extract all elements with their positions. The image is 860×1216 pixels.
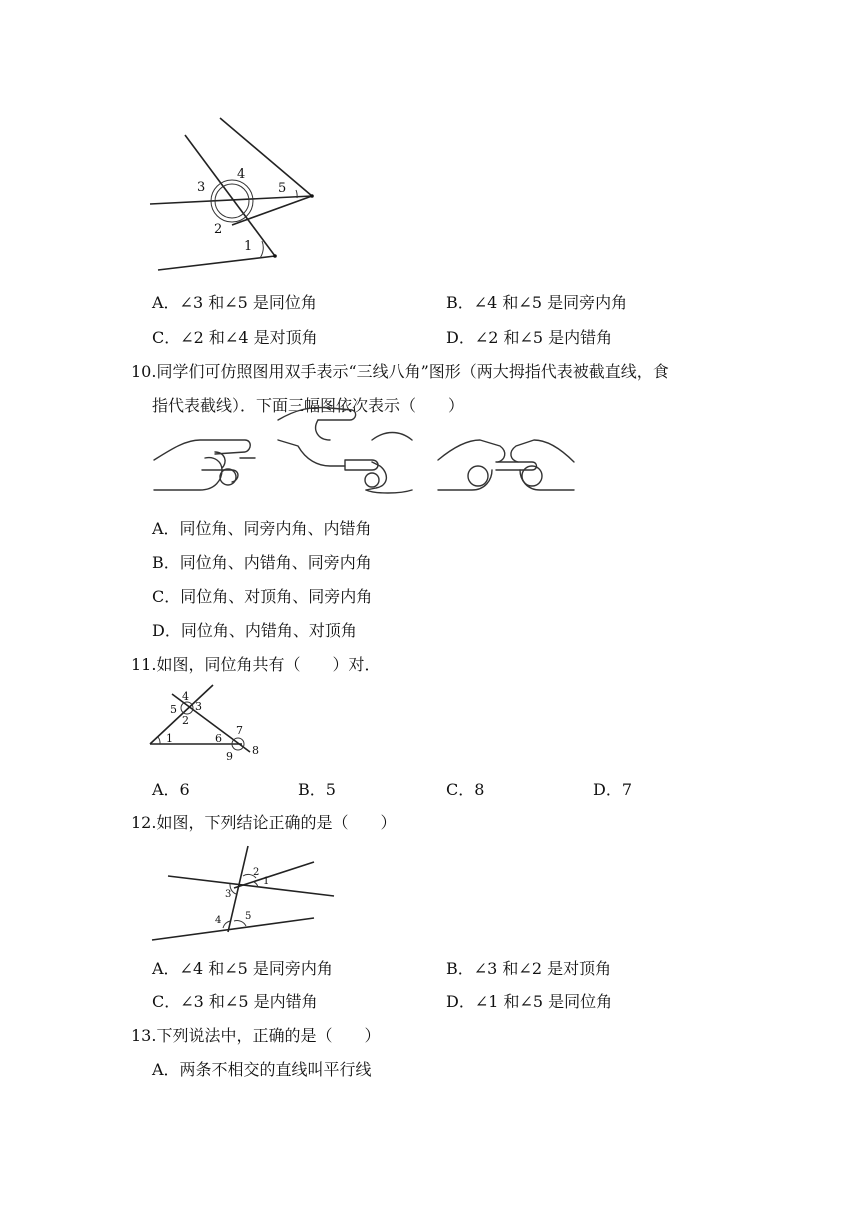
q10-stem-line1: 10.同学们可仿照图用双手表示“三线八角”图形（两大拇指代表被截直线，食 [131, 362, 669, 381]
q9-option-a: A．∠3 和∠5 是同位角 [152, 293, 317, 312]
q9-label-3: 3 [197, 180, 206, 195]
q10-option-c: C．同位角、对顶角、同旁内角 [152, 587, 373, 606]
q13-option-a: A．两条不相交的直线叫平行线 [152, 1060, 372, 1079]
q13-stem: 13.下列说法中，正确的是（ ） [131, 1026, 381, 1045]
q9-label-4: 4 [237, 167, 246, 182]
q11-label-7: 7 [236, 724, 243, 737]
q9-option-d: D．∠2 和∠5 是内错角 [446, 328, 613, 347]
q12-label-4: 4 [215, 915, 222, 926]
q9-option-b: B．∠4 和∠5 是同旁内角 [446, 293, 628, 312]
q12-label-1: 1 [263, 876, 270, 887]
q11-option-c: C．8 [446, 780, 485, 799]
q11-label-2: 2 [182, 714, 189, 727]
q10-option-a: A．同位角、同旁内角、内错角 [152, 519, 372, 538]
q11-option-b: B．5 [298, 780, 336, 799]
q11-label-8: 8 [252, 744, 259, 757]
q11-label-3: 3 [195, 700, 202, 713]
q12-option-c: C．∠3 和∠5 是内错角 [152, 992, 318, 1011]
q9-label-5: 5 [278, 181, 287, 196]
q12-stem: 12.如图，下列结论正确的是（ ） [131, 813, 397, 832]
q9-label-1: 1 [244, 239, 253, 254]
q11-label-5: 5 [170, 703, 177, 716]
q10-stem-line2: 指代表截线）．下面三幅图依次表示（ ） [152, 396, 465, 415]
q12-option-a: A．∠4 和∠5 是同旁内角 [152, 959, 333, 978]
q9-label-2: 2 [214, 222, 223, 237]
q10-option-d: D．同位角、内错角、对顶角 [152, 621, 357, 640]
q12-label-2: 2 [253, 867, 260, 878]
q11-option-a: A．6 [152, 780, 190, 799]
q11-label-1: 1 [166, 732, 173, 745]
q11-stem: 11.如图，同位角共有（ ）对． [131, 655, 381, 674]
q12-label-3: 3 [225, 889, 232, 900]
q10-option-b: B．同位角、内错角、同旁内角 [152, 553, 372, 572]
q11-label-6: 6 [215, 732, 222, 745]
q12-option-b: B．∠3 和∠2 是对顶角 [446, 959, 612, 978]
q11-option-d: D．7 [593, 780, 633, 799]
q11-label-9: 9 [226, 750, 233, 763]
q11-label-4: 4 [182, 690, 189, 703]
q9-option-c: C．∠2 和∠4 是对顶角 [152, 328, 318, 347]
q12-option-d: D．∠1 和∠5 是同位角 [446, 992, 613, 1011]
q12-label-5: 5 [245, 911, 252, 922]
